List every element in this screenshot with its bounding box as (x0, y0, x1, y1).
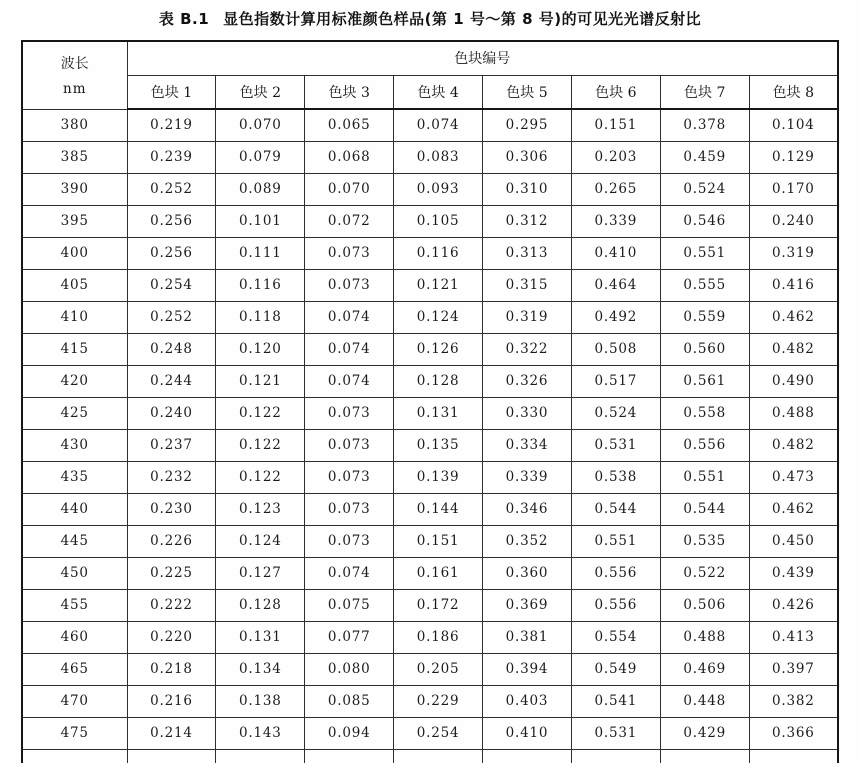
table-row (22, 429, 838, 461)
table-row (22, 493, 838, 525)
value-cell: 0.334 (483, 429, 572, 461)
value-cell: 0.073 (305, 461, 394, 493)
column-header-block-3: 色块 3 (305, 75, 394, 109)
value-cell: 0.469 (660, 653, 749, 685)
value-cell: 0.122 (216, 429, 305, 461)
value-cell: 0.126 (394, 333, 483, 365)
wavelength-cell: 410 (22, 301, 127, 333)
value-cell: 0.488 (749, 397, 838, 429)
value-cell: 0.101 (216, 205, 305, 237)
value-cell: 0.339 (571, 205, 660, 237)
column-header-block-5: 色块 5 (483, 75, 572, 109)
value-cell: 0.369 (483, 589, 572, 621)
value-cell (127, 749, 216, 763)
value-cell: 0.073 (305, 525, 394, 557)
value-cell: 0.524 (571, 397, 660, 429)
value-cell: 0.205 (394, 653, 483, 685)
value-cell: 0.544 (660, 493, 749, 525)
value-cell: 0.128 (216, 589, 305, 621)
value-cell: 0.490 (749, 365, 838, 397)
value-cell: 0.079 (216, 141, 305, 173)
value-cell: 0.135 (394, 429, 483, 461)
wavelength-cell: 380 (22, 109, 127, 141)
value-cell: 0.122 (216, 461, 305, 493)
wavelength-header-unit: nm (63, 80, 87, 97)
group-header: 色块编号 (127, 41, 838, 75)
value-cell: 0.244 (127, 365, 216, 397)
value-cell: 0.561 (660, 365, 749, 397)
value-cell: 0.462 (749, 493, 838, 525)
table-row (22, 685, 838, 717)
value-cell: 0.239 (127, 141, 216, 173)
value-cell: 0.219 (127, 109, 216, 141)
value-cell: 0.531 (571, 717, 660, 749)
value-cell: 0.222 (127, 589, 216, 621)
value-cell: 0.093 (394, 173, 483, 205)
value-cell: 0.322 (483, 333, 572, 365)
value-cell: 0.144 (394, 493, 483, 525)
value-cell (660, 749, 749, 763)
value-cell: 0.439 (749, 557, 838, 589)
value-cell: 0.508 (571, 333, 660, 365)
value-cell: 0.111 (216, 237, 305, 269)
value-cell: 0.120 (216, 333, 305, 365)
value-cell: 0.339 (483, 461, 572, 493)
value-cell: 0.252 (127, 301, 216, 333)
value-cell: 0.555 (660, 269, 749, 301)
value-cell: 0.394 (483, 653, 572, 685)
value-cell: 0.074 (305, 557, 394, 589)
wavelength-column-header (22, 41, 127, 109)
value-cell: 0.074 (305, 301, 394, 333)
value-cell: 0.378 (660, 109, 749, 141)
value-cell: 0.070 (216, 109, 305, 141)
wavelength-cell: 475 (22, 717, 127, 749)
wavelength-cell: 465 (22, 653, 127, 685)
value-cell: 0.448 (660, 685, 749, 717)
value-cell: 0.551 (571, 525, 660, 557)
value-cell: 0.488 (660, 621, 749, 653)
value-cell: 0.319 (749, 237, 838, 269)
value-cell: 0.134 (216, 653, 305, 685)
value-cell: 0.426 (749, 589, 838, 621)
value-cell: 0.225 (127, 557, 216, 589)
value-cell: 0.429 (660, 717, 749, 749)
value-cell: 0.216 (127, 685, 216, 717)
value-cell: 0.346 (483, 493, 572, 525)
value-cell: 0.556 (571, 589, 660, 621)
table-body (22, 109, 838, 763)
value-cell: 0.083 (394, 141, 483, 173)
value-cell: 0.459 (660, 141, 749, 173)
value-cell: 0.080 (305, 653, 394, 685)
wavelength-cell: 385 (22, 141, 127, 173)
value-cell: 0.403 (483, 685, 572, 717)
value-cell: 0.556 (660, 429, 749, 461)
value-cell: 0.232 (127, 461, 216, 493)
value-cell: 0.073 (305, 237, 394, 269)
wavelength-cell: 390 (22, 173, 127, 205)
value-cell: 0.522 (660, 557, 749, 589)
value-cell: 0.559 (660, 301, 749, 333)
wavelength-cell: 395 (22, 205, 127, 237)
value-cell: 0.531 (571, 429, 660, 461)
table-row (22, 621, 838, 653)
table-row (22, 653, 838, 685)
value-cell: 0.121 (394, 269, 483, 301)
value-cell: 0.382 (749, 685, 838, 717)
wavelength-cell: 460 (22, 621, 127, 653)
value-cell: 0.218 (127, 653, 216, 685)
value-cell: 0.161 (394, 557, 483, 589)
value-cell: 0.551 (660, 237, 749, 269)
value-cell: 0.366 (749, 717, 838, 749)
value-cell: 0.254 (127, 269, 216, 301)
value-cell: 0.413 (749, 621, 838, 653)
table-row (22, 333, 838, 365)
partial-row-cutoff (22, 749, 838, 763)
value-cell: 0.124 (216, 525, 305, 557)
value-cell (216, 749, 305, 763)
wavelength-cell: 400 (22, 237, 127, 269)
value-cell: 0.554 (571, 621, 660, 653)
value-cell: 0.416 (749, 269, 838, 301)
value-cell: 0.104 (749, 109, 838, 141)
wavelength-cell: 445 (22, 525, 127, 557)
value-cell: 0.186 (394, 621, 483, 653)
value-cell: 0.139 (394, 461, 483, 493)
value-cell: 0.118 (216, 301, 305, 333)
value-cell: 0.124 (394, 301, 483, 333)
value-cell: 0.075 (305, 589, 394, 621)
value-cell: 0.122 (216, 397, 305, 429)
value-cell: 0.214 (127, 717, 216, 749)
table-row (22, 461, 838, 493)
value-cell: 0.240 (749, 205, 838, 237)
value-cell: 0.072 (305, 205, 394, 237)
value-cell: 0.094 (305, 717, 394, 749)
column-header-block-7: 色块 7 (660, 75, 749, 109)
value-cell: 0.237 (127, 429, 216, 461)
table-row (22, 397, 838, 429)
value-cell: 0.397 (749, 653, 838, 685)
value-cell: 0.074 (305, 333, 394, 365)
column-header-block-1: 色块 1 (127, 75, 216, 109)
value-cell: 0.492 (571, 301, 660, 333)
value-cell: 0.240 (127, 397, 216, 429)
value-cell: 0.541 (571, 685, 660, 717)
value-cell: 0.252 (127, 173, 216, 205)
value-cell: 0.535 (660, 525, 749, 557)
table-row (22, 141, 838, 173)
value-cell: 0.462 (749, 301, 838, 333)
table-row (22, 301, 838, 333)
value-cell: 0.248 (127, 333, 216, 365)
value-cell: 0.074 (305, 365, 394, 397)
value-cell (483, 749, 572, 763)
value-cell: 0.073 (305, 397, 394, 429)
table-caption-text: 显色指数计算用标准颜色样品(第 1 号～第 8 号)的可见光光谱反射比 (223, 10, 702, 28)
value-cell: 0.265 (571, 173, 660, 205)
value-cell: 0.074 (394, 109, 483, 141)
table-caption-label: 表 B.1 (158, 10, 210, 28)
wavelength-cell (22, 749, 127, 763)
wavelength-cell: 470 (22, 685, 127, 717)
wavelength-header-label: 波长 (60, 55, 89, 72)
value-cell: 0.105 (394, 205, 483, 237)
value-cell: 0.410 (571, 237, 660, 269)
value-cell: 0.330 (483, 397, 572, 429)
value-cell: 0.306 (483, 141, 572, 173)
wavelength-cell: 450 (22, 557, 127, 589)
value-cell: 0.073 (305, 493, 394, 525)
value-cell: 0.506 (660, 589, 749, 621)
wavelength-cell: 405 (22, 269, 127, 301)
wavelength-cell: 425 (22, 397, 127, 429)
table-row (22, 269, 838, 301)
value-cell: 0.068 (305, 141, 394, 173)
table-row (22, 173, 838, 205)
value-cell: 0.256 (127, 237, 216, 269)
wavelength-cell: 435 (22, 461, 127, 493)
column-header-block-6: 色块 6 (571, 75, 660, 109)
value-cell: 0.352 (483, 525, 572, 557)
value-cell: 0.326 (483, 365, 572, 397)
table-row (22, 109, 838, 141)
value-cell: 0.295 (483, 109, 572, 141)
value-cell: 0.310 (483, 173, 572, 205)
value-cell: 0.116 (216, 269, 305, 301)
value-cell: 0.517 (571, 365, 660, 397)
value-cell: 0.319 (483, 301, 572, 333)
value-cell: 0.229 (394, 685, 483, 717)
value-cell: 0.230 (127, 493, 216, 525)
table-row (22, 205, 838, 237)
table-row (22, 237, 838, 269)
wavelength-cell: 440 (22, 493, 127, 525)
value-cell: 0.256 (127, 205, 216, 237)
value-cell: 0.560 (660, 333, 749, 365)
value-cell: 0.381 (483, 621, 572, 653)
value-cell: 0.085 (305, 685, 394, 717)
value-cell: 0.172 (394, 589, 483, 621)
value-cell: 0.138 (216, 685, 305, 717)
value-cell: 0.546 (660, 205, 749, 237)
value-cell: 0.089 (216, 173, 305, 205)
value-cell: 0.450 (749, 525, 838, 557)
value-cell: 0.121 (216, 365, 305, 397)
value-cell: 0.116 (394, 237, 483, 269)
value-cell: 0.073 (305, 429, 394, 461)
value-cell: 0.065 (305, 109, 394, 141)
table-row (22, 525, 838, 557)
value-cell: 0.482 (749, 429, 838, 461)
value-cell: 0.123 (216, 493, 305, 525)
value-cell: 0.143 (216, 717, 305, 749)
value-cell: 0.151 (394, 525, 483, 557)
value-cell: 0.538 (571, 461, 660, 493)
value-cell: 0.131 (394, 397, 483, 429)
table-row (22, 557, 838, 589)
wavelength-cell: 415 (22, 333, 127, 365)
table-row (22, 717, 838, 749)
column-header-block-4: 色块 4 (394, 75, 483, 109)
column-header-block-2: 色块 2 (216, 75, 305, 109)
value-cell: 0.313 (483, 237, 572, 269)
value-cell (394, 749, 483, 763)
column-header-block-8: 色块 8 (749, 75, 838, 109)
value-cell (305, 749, 394, 763)
value-cell: 0.410 (483, 717, 572, 749)
value-cell: 0.558 (660, 397, 749, 429)
value-cell: 0.129 (749, 141, 838, 173)
value-cell: 0.482 (749, 333, 838, 365)
table-caption (0, 0, 860, 40)
value-cell: 0.315 (483, 269, 572, 301)
value-cell: 0.070 (305, 173, 394, 205)
value-cell: 0.220 (127, 621, 216, 653)
wavelength-cell: 420 (22, 365, 127, 397)
value-cell: 0.360 (483, 557, 572, 589)
table-row (22, 365, 838, 397)
table-row (22, 589, 838, 621)
value-cell: 0.312 (483, 205, 572, 237)
value-cell: 0.203 (571, 141, 660, 173)
value-cell: 0.131 (216, 621, 305, 653)
table-header (22, 41, 838, 109)
value-cell: 0.473 (749, 461, 838, 493)
value-cell: 0.551 (660, 461, 749, 493)
reflectance-table (21, 40, 839, 763)
value-cell: 0.127 (216, 557, 305, 589)
value-cell: 0.151 (571, 109, 660, 141)
value-cell (571, 749, 660, 763)
value-cell: 0.464 (571, 269, 660, 301)
value-cell: 0.077 (305, 621, 394, 653)
value-cell: 0.226 (127, 525, 216, 557)
wavelength-cell: 455 (22, 589, 127, 621)
value-cell: 0.073 (305, 269, 394, 301)
value-cell: 0.549 (571, 653, 660, 685)
value-cell: 0.556 (571, 557, 660, 589)
value-cell: 0.128 (394, 365, 483, 397)
value-cell: 0.254 (394, 717, 483, 749)
value-cell: 0.170 (749, 173, 838, 205)
wavelength-cell: 430 (22, 429, 127, 461)
value-cell: 0.544 (571, 493, 660, 525)
value-cell: 0.524 (660, 173, 749, 205)
value-cell (749, 749, 838, 763)
